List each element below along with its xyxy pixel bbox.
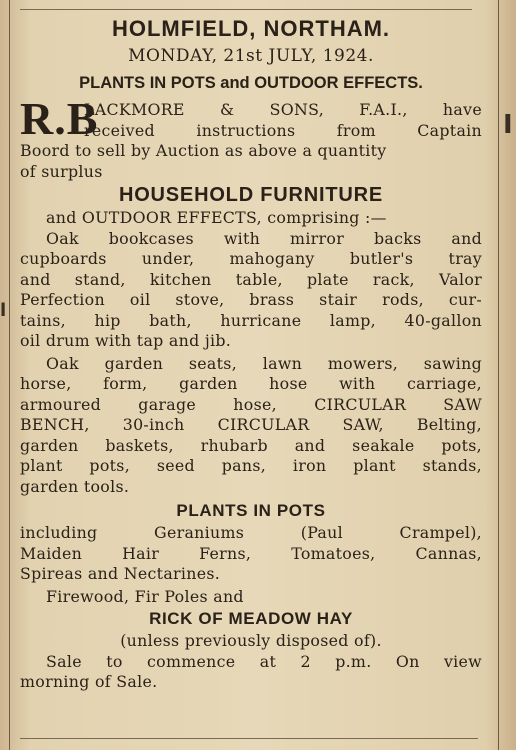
firewood-line: Firewood, Fir Poles and <box>46 586 244 606</box>
top-rule <box>20 9 472 10</box>
furniture-line: Oak bookcases with mirror backs and <box>46 228 482 248</box>
notice-subheading: PLANTS IN POTS and OUTDOOR EFFECTS. <box>79 74 423 92</box>
left-column-rule <box>9 0 10 750</box>
left-margin-glyph: l <box>0 300 7 321</box>
plants-line: Spireas and Nectarines. <box>20 564 221 583</box>
notice-headline: HOLMFIELD, NORTHAM. <box>111 16 391 41</box>
sale-paragraph <box>20 652 482 693</box>
garden-line: horse, form, garden hose with carriage, <box>20 374 482 393</box>
hay-heading: RICK OF MEADOW HAY <box>149 609 353 628</box>
right-margin-glyph: I <box>503 110 513 140</box>
furniture-line: tains, hip bath, hurricane lamp, 40-gallon <box>20 310 482 330</box>
plants-line: including Geraniums (Paul Crampel), <box>20 523 482 542</box>
furniture-line: and stand, kitchen table, plate rack, Valor <box>20 269 482 289</box>
garden-line: garden tools. <box>20 476 130 496</box>
intro-line: Boord to sell by Auction as above a quantity <box>20 141 387 160</box>
garden-line: garden baskets, rhubarb and seakale pots, <box>20 435 482 455</box>
plants-paragraph <box>20 523 482 585</box>
furniture-heading: HOUSEHOLD FURNITURE <box>118 184 384 206</box>
furniture-paragraph <box>20 229 482 352</box>
furniture-line: cupboards under, mahogany butler's tray <box>20 249 482 268</box>
auction-notice <box>20 14 482 693</box>
drop-cap: R.B <box>20 93 99 144</box>
comprising-line: and OUTDOOR EFFECTS, comprising :— <box>46 208 387 227</box>
right-column-rule <box>498 0 499 750</box>
notice-date: MONDAY, 21st JULY, 1924. <box>128 46 374 66</box>
garden-line: armoured garage hose, CIRCULAR SAW <box>20 394 482 414</box>
furniture-line: Perfection oil stove, brass stair rods, cur- <box>20 290 482 309</box>
garden-line: plant pots, seed pans, iron plant stands, <box>20 456 482 475</box>
intro-line: LACKMORE & SONS, F.A.I., have <box>84 100 482 119</box>
intro-line: received instructions from Captain <box>84 120 482 140</box>
plants-heading: PLANTS IN POTS <box>176 501 326 520</box>
garden-paragraph <box>20 354 482 498</box>
plants-line: Maiden Hair Ferns, Tomatoes, Cannas, <box>20 543 482 563</box>
sale-line: morning of Sale. <box>20 672 158 691</box>
bottom-rule <box>20 738 478 739</box>
garden-line: Oak garden seats, lawn mowers, sawing <box>46 353 482 373</box>
sale-line: Sale to commence at 2 p.m. On view <box>46 651 482 671</box>
garden-line: BENCH, 30-inch CIRCULAR SAW, Belting, <box>20 415 482 434</box>
unless-line: (unless previously disposed of). <box>120 631 382 650</box>
intro-line: of surplus <box>20 161 103 181</box>
furniture-line: oil drum with tap and jib. <box>20 331 232 350</box>
intro-paragraph <box>20 93 482 182</box>
